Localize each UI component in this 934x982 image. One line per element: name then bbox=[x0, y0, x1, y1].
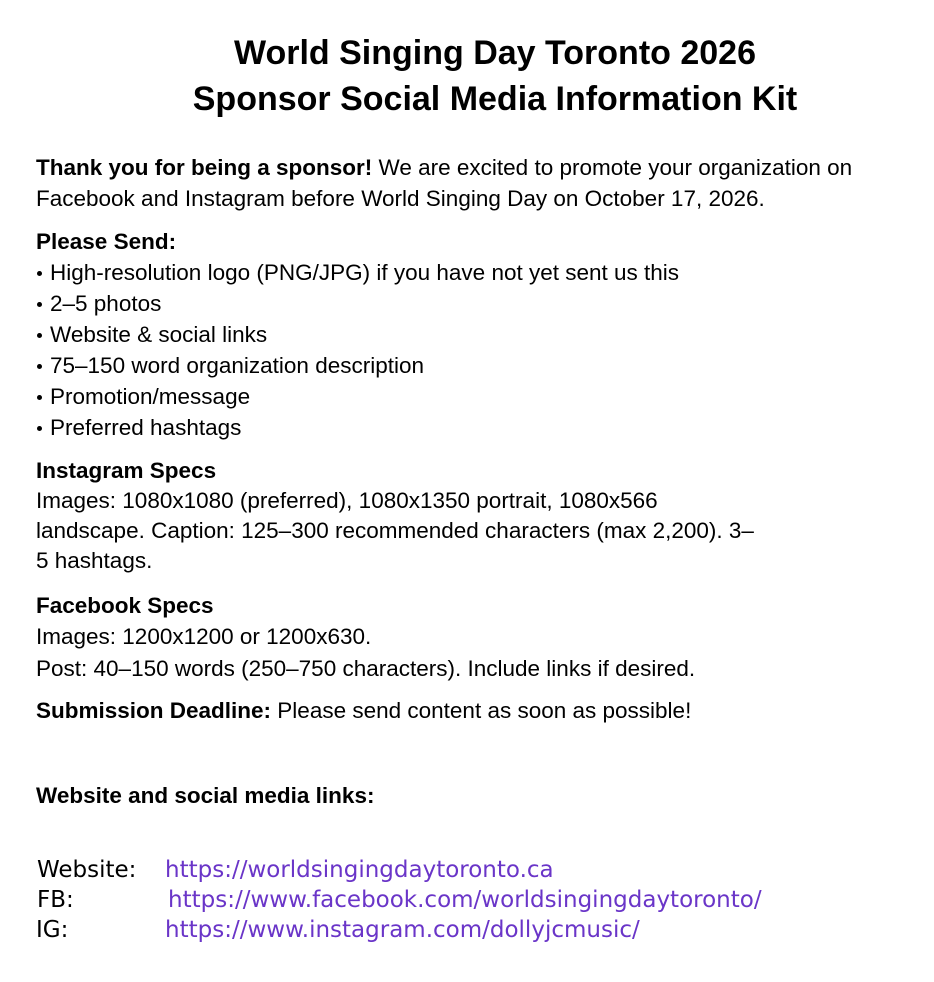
deadline-text: Please send content as soon as possible! bbox=[271, 698, 692, 723]
deadline-label: Submission Deadline: bbox=[36, 698, 272, 723]
list-item: Website & social links bbox=[36, 319, 679, 350]
list-item: Promotion/message bbox=[36, 381, 679, 412]
list-item: 75–150 word organization description bbox=[36, 350, 679, 381]
please-send-list bbox=[36, 257, 679, 443]
facebook-specs-text bbox=[36, 621, 695, 685]
links-heading: Website and social media links: bbox=[36, 783, 375, 808]
facebook-specs-heading: Facebook Specs bbox=[36, 593, 214, 618]
facebook-link[interactable]: https://www.facebook.com/worldsingingdaytoronto/ bbox=[168, 887, 762, 913]
intro-bold: Thank you for being a sponsor! bbox=[36, 155, 373, 180]
intro-paragraph bbox=[36, 152, 926, 214]
facebook-specs-line-2: Post: 40–150 words (250–750 characters). Include links if desired. bbox=[36, 656, 696, 681]
instagram-label: IG: bbox=[36, 917, 69, 943]
website-link[interactable]: https://worldsingingdaytoronto.ca bbox=[165, 857, 554, 883]
title-line-2: Sponsor Social Media Information Kit bbox=[192, 80, 798, 118]
please-send-heading: Please Send: bbox=[36, 229, 177, 254]
instagram-specs-heading: Instagram Specs bbox=[36, 458, 217, 483]
submission-deadline bbox=[36, 695, 691, 726]
website-label: Website: bbox=[37, 857, 137, 883]
list-item: Preferred hashtags bbox=[36, 412, 679, 443]
list-item: 2–5 photos bbox=[36, 288, 679, 319]
list-item: High-resolution logo (PNG/JPG) if you have not yet sent us this bbox=[36, 257, 679, 288]
intro-text: We are excited to promote your organization on Facebook and Instagram before World Singing Day on October 17, 2026. bbox=[36, 155, 853, 211]
facebook-label: FB: bbox=[37, 887, 74, 913]
facebook-specs-line-1: Images: 1200x1200 or 1200x630. bbox=[36, 624, 372, 649]
title-line-1: World Singing Day Toronto 2026 bbox=[233, 34, 756, 72]
instagram-specs-text: Images: 1080x1080 (preferred), 1080x1350 portrait, 1080x566 landscape. Caption: 125–300 recommended characters (max 2,200). 3–5 hashtags. bbox=[36, 488, 754, 573]
instagram-link[interactable]: https://www.instagram.com/dollyjcmusic/ bbox=[165, 917, 640, 943]
